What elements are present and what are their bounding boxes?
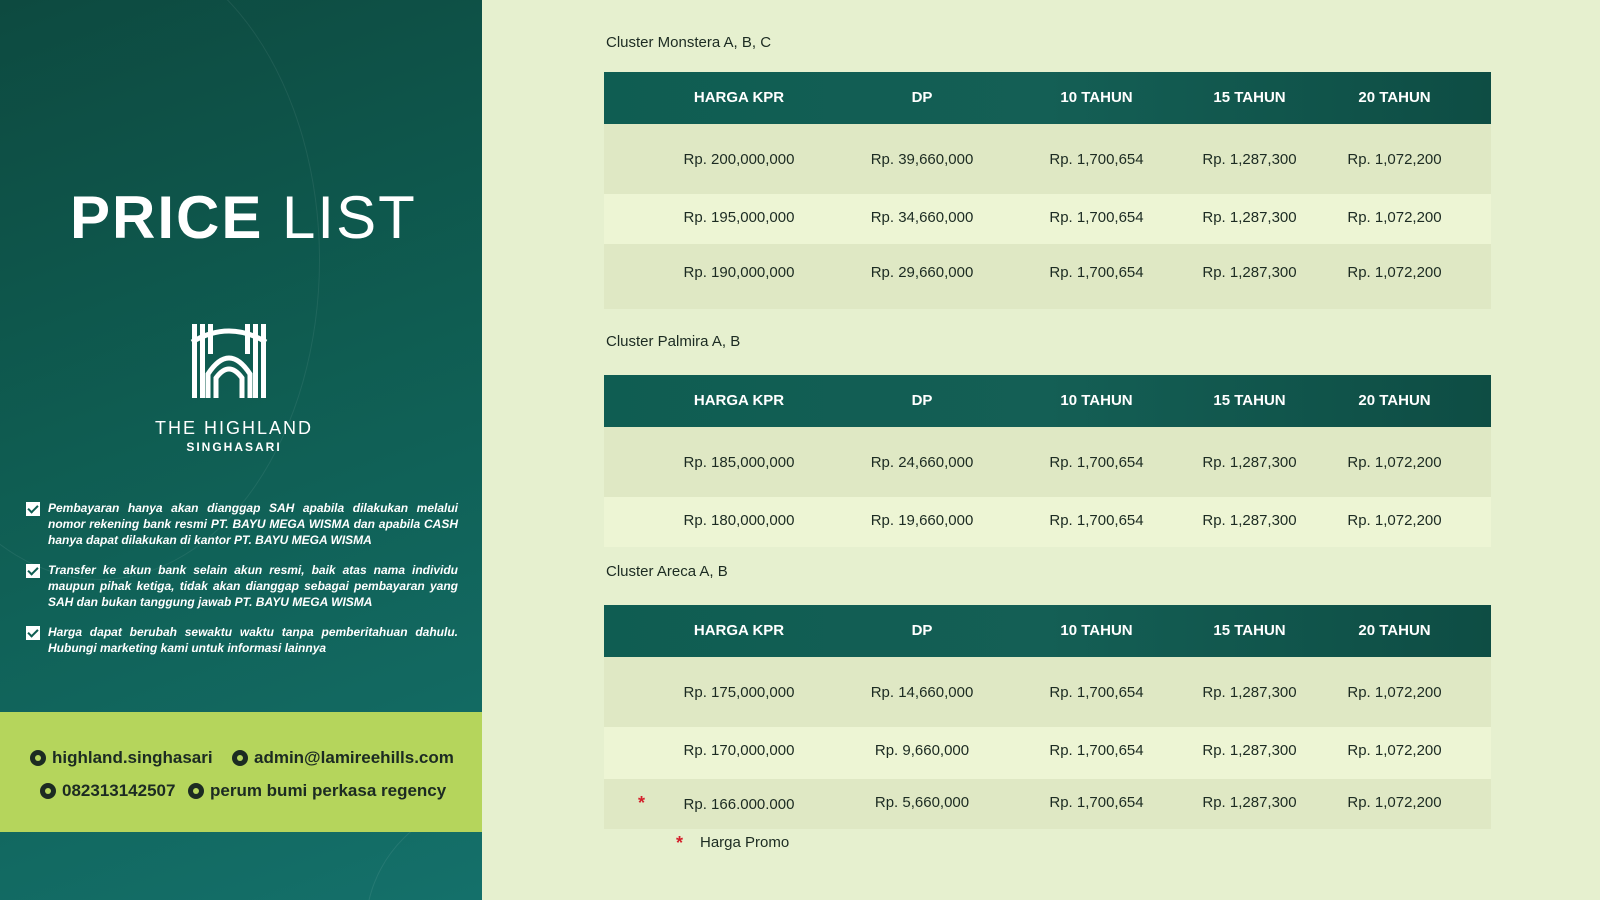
table-cell: Rp. 1,700,654: [1049, 742, 1144, 759]
column-header: 20 TAHUN: [1358, 622, 1431, 639]
phone-icon: [40, 783, 56, 799]
table-cell: Rp. 39,660,000: [870, 151, 974, 168]
promo-legend: Harga Promo: [700, 834, 790, 851]
location-address: perum bumi perkasa regency: [210, 781, 447, 800]
table-row: [604, 497, 1491, 547]
table-cell: Rp. 1,700,654: [1049, 209, 1144, 226]
table-cell: Rp. 175,000,000: [683, 684, 795, 701]
cluster-title: Cluster Palmira A, B: [606, 333, 741, 350]
table-header: [604, 605, 1491, 657]
column-header: 15 TAHUN: [1213, 622, 1286, 639]
checkbox-icon: [26, 564, 40, 578]
highland-logo-icon: [190, 322, 268, 400]
table-cell: Rp. 1,072,200: [1347, 264, 1442, 281]
promo-marker-icon: *: [638, 793, 646, 813]
table-cell: Rp. 1,287,300: [1202, 209, 1297, 226]
table-cell: Rp. 185,000,000: [683, 454, 795, 471]
table-cell: Rp. 1,287,300: [1202, 794, 1297, 811]
table-cell: Rp. 1,700,654: [1049, 684, 1144, 701]
table-cell: Rp. 1,287,300: [1202, 454, 1297, 471]
column-header: 10 TAHUN: [1060, 89, 1133, 106]
price-table: [604, 605, 1491, 829]
table-cell: Rp. 1,287,300: [1202, 151, 1297, 168]
promo-legend-icon: *: [676, 833, 684, 853]
table-row: [604, 727, 1491, 779]
title-light: LIST: [282, 184, 417, 251]
table-cell: Rp. 1,072,200: [1347, 794, 1442, 811]
phone-contact[interactable]: [40, 781, 175, 801]
title-bold: PRICE: [70, 184, 264, 251]
cluster-title: Cluster Areca A, B: [606, 563, 728, 580]
location-contact[interactable]: [188, 781, 446, 801]
table-cell: Rp. 1,072,200: [1347, 512, 1442, 529]
table-cell: Rp. 1,072,200: [1347, 151, 1442, 168]
term-text: Pembayaran hanya akan dianggap SAH apabila dilakukan melalui nomor rekening bank resmi PT. BAYU MEGA WISMA dan apabila CASH hanya dapat dilakukan di kantor PT. BAYU MEGA WISMA: [48, 501, 458, 547]
table-cell: Rp. 29,660,000: [870, 264, 974, 281]
table-cell: Rp. 1,700,654: [1049, 151, 1144, 168]
column-header: DP: [911, 392, 933, 409]
table-cell: Rp. 19,660,000: [870, 512, 974, 529]
terms-list: [26, 500, 458, 670]
column-header: DP: [911, 89, 933, 106]
table-cell: Rp. 9,660,000: [874, 742, 970, 759]
email-contact[interactable]: [232, 748, 454, 768]
table-cell: Rp. 1,700,654: [1049, 794, 1144, 811]
phone-number: 082313142507: [62, 781, 176, 800]
table-row: [604, 244, 1491, 309]
term-item: [26, 624, 458, 656]
price-table: [604, 72, 1491, 309]
table-cell: Rp. 1,287,300: [1202, 742, 1297, 759]
table-cell: Rp. 180,000,000: [683, 512, 795, 529]
table-cell: Rp. 1,287,300: [1202, 684, 1297, 701]
term-item: [26, 562, 458, 610]
table-cell: Rp. 5,660,000: [874, 794, 970, 811]
brand-name: THE HIGHLAND: [154, 418, 313, 438]
table-cell: Rp. 200,000,000: [683, 151, 795, 168]
column-header: 20 TAHUN: [1358, 392, 1431, 409]
table-cell: Rp. 170,000,000: [683, 742, 795, 759]
table-cell: Rp. 166.000.000: [683, 796, 795, 813]
instagram-contact[interactable]: [30, 748, 213, 768]
column-header: 15 TAHUN: [1213, 392, 1286, 409]
column-header: 15 TAHUN: [1213, 89, 1286, 106]
cluster-title: Cluster Monstera A, B, C: [606, 34, 772, 51]
table-row: [604, 779, 1491, 829]
table-cell: Rp. 1,072,200: [1347, 742, 1442, 759]
email-icon: [232, 750, 248, 766]
table-cell: Rp. 1,700,654: [1049, 512, 1144, 529]
table-cell: Rp. 24,660,000: [870, 454, 974, 471]
instagram-handle: highland.singhasari: [52, 748, 213, 767]
checkbox-icon: [26, 626, 40, 640]
column-header: 10 TAHUN: [1060, 622, 1133, 639]
table-cell: Rp. 34,660,000: [870, 209, 974, 226]
column-header: DP: [911, 622, 933, 639]
column-header: HARGA KPR: [693, 89, 785, 106]
brand-subtitle: SINGHASARI: [186, 440, 282, 454]
table-cell: Rp. 195,000,000: [683, 209, 795, 226]
column-header: 10 TAHUN: [1060, 392, 1133, 409]
table-cell: Rp. 190,000,000: [683, 264, 795, 281]
decorative-curve: [0, 0, 320, 580]
table-row: [604, 124, 1491, 194]
price-table: [604, 375, 1491, 547]
table-header: [604, 375, 1491, 427]
table-cell: Rp. 1,072,200: [1347, 454, 1442, 471]
checkbox-icon: [26, 502, 40, 516]
table-header: [604, 72, 1491, 124]
table-cell: Rp. 1,700,654: [1049, 454, 1144, 471]
location-pin-icon: [188, 783, 204, 799]
column-header: HARGA KPR: [693, 622, 785, 639]
table-cell: Rp. 14,660,000: [870, 684, 974, 701]
contact-bar: [0, 712, 482, 832]
term-text: Transfer ke akun bank selain akun resmi, baik atas nama individu maupun pihak ketiga, tidak akan dianggap sebagai pembayaran yang SAH dan bukan tanggung jawab PT. BAYU MEGA WISMA: [48, 563, 458, 609]
table-cell: Rp. 1,072,200: [1347, 684, 1442, 701]
page-title: [70, 183, 417, 252]
instagram-icon: [30, 750, 46, 766]
table-row: [604, 194, 1491, 244]
table-cell: Rp. 1,287,300: [1202, 264, 1297, 281]
table-cell: Rp. 1,287,300: [1202, 512, 1297, 529]
term-item: [26, 500, 458, 548]
email-address: admin@lamireehills.com: [254, 748, 454, 767]
table-cell: Rp. 1,700,654: [1049, 264, 1144, 281]
column-header: HARGA KPR: [693, 392, 785, 409]
table-cell: Rp. 1,072,200: [1347, 209, 1442, 226]
table-row: [604, 657, 1491, 727]
table-row: [604, 427, 1491, 497]
term-text: Harga dapat berubah sewaktu waktu tanpa pemberitahuan dahulu. Hubungi marketing kami untuk informasi lainnya: [48, 625, 458, 655]
column-header: 20 TAHUN: [1358, 89, 1431, 106]
left-panel: [0, 0, 482, 900]
